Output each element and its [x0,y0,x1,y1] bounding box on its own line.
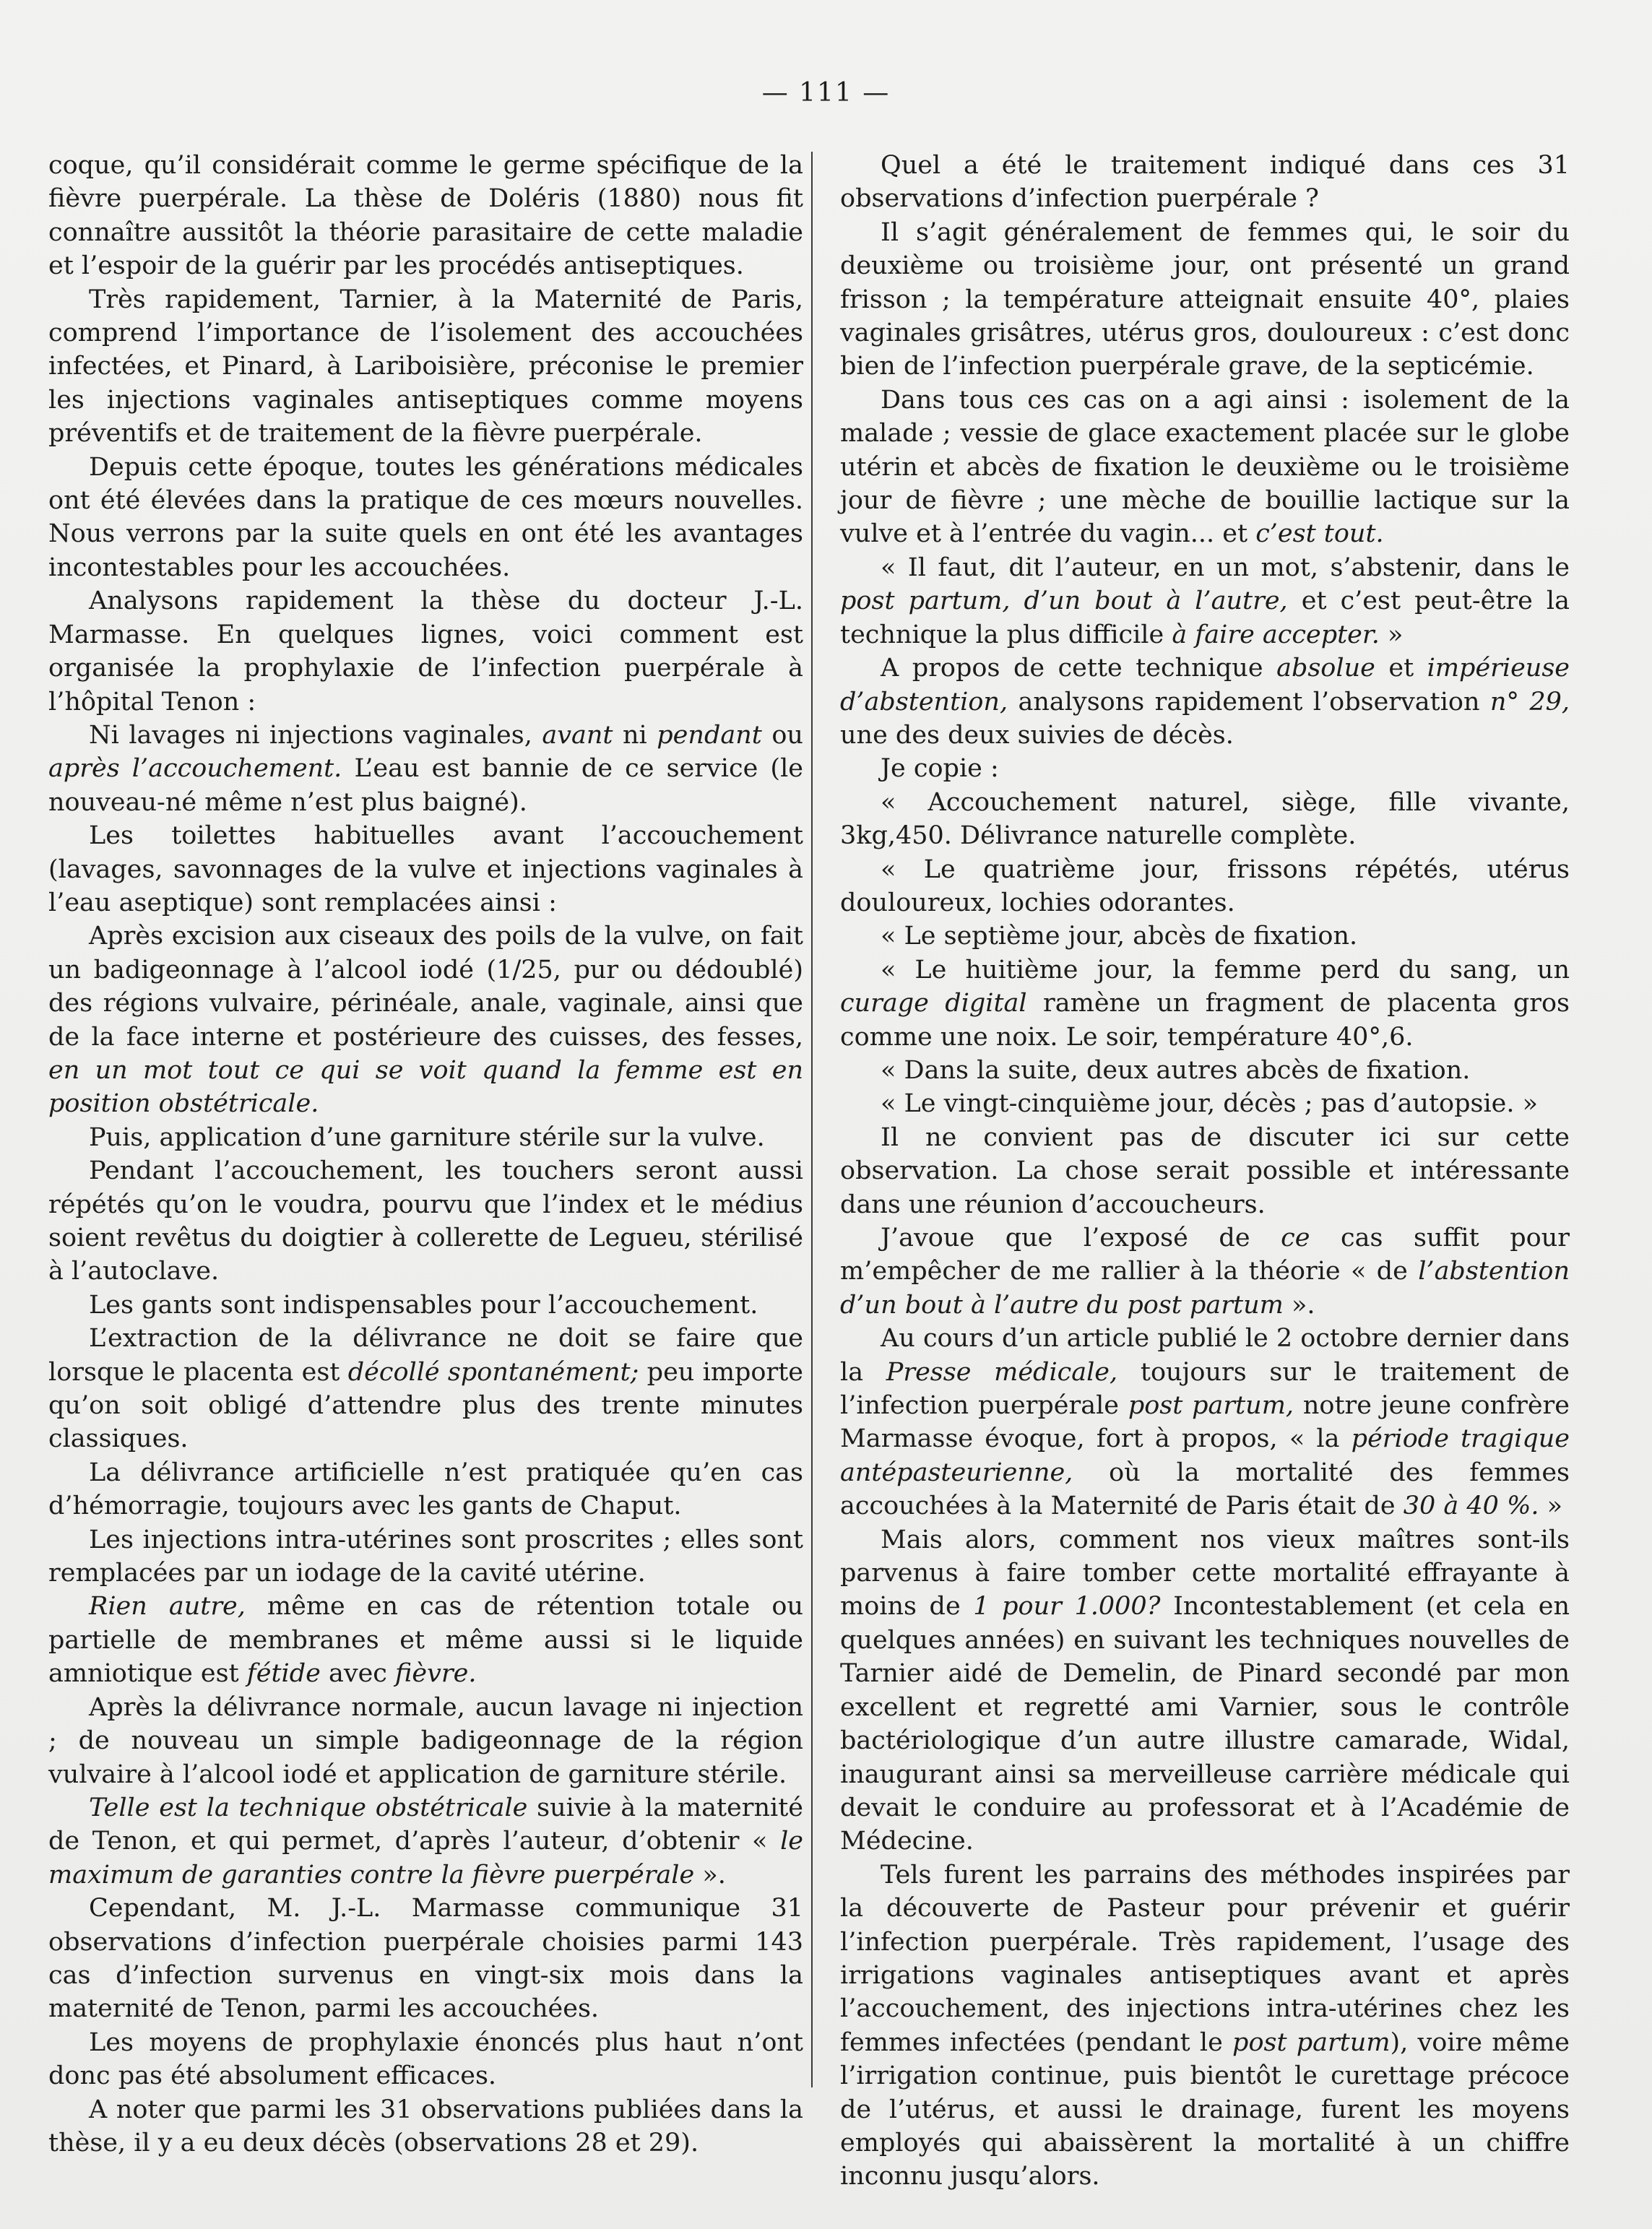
text-run: toujours sur le traitement de l’infection puerpérale [840,1357,1570,1421]
text-run: A propos de cette technique [881,654,1277,683]
text-run: Je copie : [881,754,999,784]
paragraph [48,1289,803,1322]
text-run: peu importe qu’on soit obligé d’attendre plus des trente minutes classiques. [48,1357,803,1454]
text-run: Puis, application d’une garniture stérile sur la vulve. [89,1122,765,1152]
paragraph [840,1221,1570,1322]
text-run: où la mortalité des femmes accouchées à la Maternité de Paris était de [840,1458,1570,1521]
text-run: ), voire même l’irrigation continue, puis bientôt le curettage précoce de l’utérus, et aussi le drainage, furent les moyens employés qui abaissèrent la mortalité à un chiffre inconnu jusqu’alors. [840,2027,1570,2191]
text-run: « Dans la suite, deux autres abcès de fixation. [881,1055,1471,1085]
italic-text: 30 à 40 %. [1403,1492,1539,1521]
italic-text: pendant [657,720,762,750]
paragraph [840,786,1570,853]
italic-text: le maximum de garanties contre la fièvre puerpérale [48,1827,803,1890]
text-run: Au cours d’un article publié le 2 octobre dernier dans la [840,1324,1570,1387]
italic-text: Presse médicale, [886,1357,1118,1387]
text-run: et [1375,654,1427,683]
text-run: La délivrance artificielle n’est pratiquée qu’en cas d’hémorragie, toujours avec les gants de Chaput. [48,1458,803,1521]
page-number: — 111 — [761,78,891,108]
italic-text: en un mot tout ce qui se voit quand la femme est en position obstétricale. [48,1055,803,1119]
paragraph [840,384,1570,551]
text-run: « Le septième jour, abcès de fixation. [881,922,1358,951]
paragraph [48,1121,803,1154]
text-run: Après excision aux ciseaux des poils de la vulve, on fait un badigeonnage à l’alcool iodé (1/25, pur ou dédoublé) des régions vulvaire, périnéale, anale, vaginale, ainsi que de la face interne et postérieure des cuisses, des fesses, [48,922,803,1052]
italic-text: 1 pour 1.000? [973,1592,1161,1622]
text-run: ». [694,1860,726,1890]
paragraph [48,1456,803,1523]
paragraph [48,919,803,1120]
italic-text: l’abstention d’un bout à l’autre du post partum [840,1257,1570,1320]
text-run: Cependant, M. J.-L. Marmasse communique 31 observations d’infection puerpérale choisies parmi 143 cas d’infection survenus en vingt-six mois dans la maternité de Tenon, parmi les accouchées. [48,1894,803,2024]
text-run: suivie à la maternité de Tenon, et qui permet, d’après l’auteur, d’obtenir « [48,1793,803,1856]
text-run: « Le huitième jour, la femme perd du sang, un [881,955,1570,984]
paragraph [48,283,803,451]
text-run: Mais alors, comment nos vieux maîtres sont-ils parvenus à faire tomber cette mortalité effrayante à moins de [840,1525,1570,1622]
paragraph [840,1858,1570,2194]
paragraph [48,1523,803,1590]
text-run: Depuis cette époque, toutes les générations médicales ont été élevées dans la pratique de ces mœurs nouvelles. Nous verrons par la suite quels en ont été les avantages incontestables pour les accouchées. [48,452,803,582]
text-run: avec [320,1659,396,1689]
italic-text: fétide [246,1659,321,1689]
paragraph [840,652,1570,752]
text-run: « Il faut, dit l’auteur, en un mot, s’abstenir, dans le [881,553,1570,582]
text-run: « Accouchement naturel, siège, fille vivante, 3kg,450. Délivrance naturelle complète. [840,787,1570,851]
paragraph [840,1322,1570,1523]
column-divider [811,152,813,2087]
text-run: « Le vingt-cinquième jour, décès ; pas d’autopsie. » [881,1089,1539,1119]
text-run: Tels furent les parrains des méthodes inspirées par la découverte de Pasteur pour prévenir et guérir l’infection puerpérale. Très rapidement, l’usage des irrigations vaginales antiseptiques avant et après l’accouchement, des injections intra-utérines chez les femmes infectées (pendant le [840,1860,1570,2057]
text-run: cas suffit pour m’empêcher de me rallier à la théorie « de [840,1224,1570,1286]
paragraph [840,953,1570,1054]
text-run: Il ne convient pas de discuter ici sur cette observation. La chose serait possible et intéressante dans une réunion d’accoucheurs. [840,1122,1570,1219]
paragraph [48,2026,803,2093]
text-run: « Le quatrième jour, frissons répétés, utérus douloureux, lochies odorantes. [840,854,1570,917]
paragraph [840,752,1570,785]
text-run: et c’est peut-être la technique la plus difficile [840,587,1570,649]
paragraph [48,149,803,283]
paragraph [840,1087,1570,1120]
paragraph [48,1322,803,1456]
paragraph [840,1523,1570,1858]
text-run: Pendant l’accouchement, les touchers seront aussi répétés qu’on le voudra, pourvu que l’index et le médius soient revêtus du doigtier à collerette de Legueu, stérilisé à l’autoclave. [48,1156,803,1286]
italic-text: période tragique antépasteurienne, [840,1424,1570,1487]
italic-text: après l’accouchement. [48,754,342,784]
text-run: L’eau est bannie de ce service (le nouveau-né même n’est plus baigné). [48,754,803,817]
italic-text: décollé spontanément; [347,1357,639,1387]
text-run: ni [613,720,657,750]
text-run: analysons rapidement l’observation [1008,687,1490,717]
text-run: » [1539,1492,1562,1521]
italic-text: impérieuse d’abstention, [840,654,1570,717]
italic-text: ce [1281,1224,1310,1252]
text-run: notre jeune confrère Marmasse évoque, fort à propos, « la [840,1391,1570,1454]
text-run: Dans tous ces cas on a agi ainsi : isolement de la malade ; vessie de glace exactement placée sur le globe utérin et abcès de fixation le deuxième ou le troisième jour de fièvre ; une mèche de bouillie lactique sur la vulve et à l’entrée du vagin... et [840,385,1570,549]
italic-text: curage digital [840,989,1027,1018]
text-run: Il s’agit généralement de femmes qui, le soir du deuxième ou troisième jour, ont présenté un grand frisson ; la température atteignait ensuite 40°, plaies vaginales grisâtres, utérus gros, douloureux : c’est donc bien de l’infection puerpérale grave, de la septicémie. [840,217,1570,381]
text-run: Ni lavages ni injections vaginales, [89,720,542,750]
paragraph [48,1691,803,1791]
paragraph [48,1154,803,1289]
italic-text: n° 29, [1489,687,1570,717]
text-run: ramène un fragment de placenta gros comme une noix. Le soir, température 40°,6. [840,989,1570,1052]
paragraph [48,819,803,919]
paragraph [48,1791,803,1892]
italic-text: absolue [1276,654,1375,683]
italic-text: post partum, d’un bout à l’autre, [840,587,1288,616]
text-run: ». [1283,1290,1315,1320]
paragraph [840,551,1570,652]
paragraph [840,1121,1570,1221]
text-run: une des deux suivies de décès. [840,720,1234,750]
italic-text: Telle est la technique obstétricale [89,1793,528,1822]
text-run: Les injections intra-utérines sont proscrites ; elles sont remplacées par un iodage de la cavité utérine. [48,1525,803,1588]
italic-text: Rien autre, [89,1592,246,1622]
text-run: L’extraction de la délivrance ne doit se faire que lorsque le placenta est [48,1324,803,1387]
paragraph [48,719,803,819]
paragraph [840,1054,1570,1087]
text-run: Analysons rapidement la thèse du docteur J.-L. Marmasse. En quelques lignes, voici comment est organisée la prophylaxie de l’infection puerpérale à l’hôpital Tenon : [48,587,803,717]
italic-text: post partum [1232,2027,1391,2057]
paragraph [48,1590,803,1690]
text-run: A noter que parmi les 31 observations publiées dans la thèse, il y a eu deux décès (observations 28 et 29). [48,2095,803,2157]
paragraph [840,919,1570,953]
text-run: ou [761,720,803,750]
paragraph [48,451,803,585]
right-column [840,149,1570,2194]
text-run: Très rapidement, Tarnier, à la Maternité de Paris, comprend l’importance de l’isolement des accouchées infectées, et Pinard, à Lariboisière, préconise le premier les injections vaginales antiseptiques comme moyens préventifs et de traitement de la fièvre puerpérale. [48,285,803,449]
italic-text: fièvre. [395,1659,477,1689]
left-column [48,149,803,2160]
italic-text: avant [542,720,613,750]
text-run: » [1379,620,1404,649]
paragraph [840,853,1570,920]
paragraph [840,216,1570,384]
text-run: Les gants sont indispensables pour l’accouchement. [89,1290,758,1320]
text-run: Les toilettes habituelles avant l’accouchement (lavages, savonnages de la vulve et injections vaginales à l’eau aseptique) sont remplacées ainsi : [48,821,803,917]
text-run: Après la délivrance normale, aucun lavage ni injection ; de nouveau un simple badigeonnage de la région vulvaire à l’alcool iodé et application de garniture stérile. [48,1692,803,1789]
text-run: Quel a été le traitement indiqué dans ces 31 observations d’infection puerpérale ? [840,151,1570,214]
italic-text: à faire accepter. [1172,620,1380,649]
text-run: même en cas de rétention totale ou partielle de membranes et même aussi si le liquide amniotique est [48,1592,803,1689]
text-run: J’avoue que l’exposé de [881,1224,1281,1252]
italic-text: post partum, [1128,1391,1294,1421]
text-run: Les moyens de prophylaxie énoncés plus haut n’ont donc pas été absolument efficaces. [48,2027,803,2091]
text-run: Incontestablement (et cela en quelques années) en suivant les techniques nouvelles de Tarnier aidé de Demelin, de Pinard secondé par mon excellent et regretté ami Varnier, sous le contrôle bactériologique d’un autre illustre camarade, Widal, inaugurant ainsi sa merveilleuse carrière médicale qui devait le conduire au professorat et à l’Académie de Médecine. [840,1592,1570,1856]
text-run: coque, qu’il considérait comme le germe spécifique de la fièvre puerpérale. La thèse de Doléris (1880) nous fit connaître aussitôt la théorie parasitaire de cette maladie et l’espoir de la guérir par les procédés antiseptiques. [48,151,803,281]
paragraph [840,149,1570,216]
paragraph [48,2093,803,2160]
paragraph [48,1892,803,2026]
paragraph [48,584,803,719]
italic-text: c’est tout. [1255,519,1384,549]
